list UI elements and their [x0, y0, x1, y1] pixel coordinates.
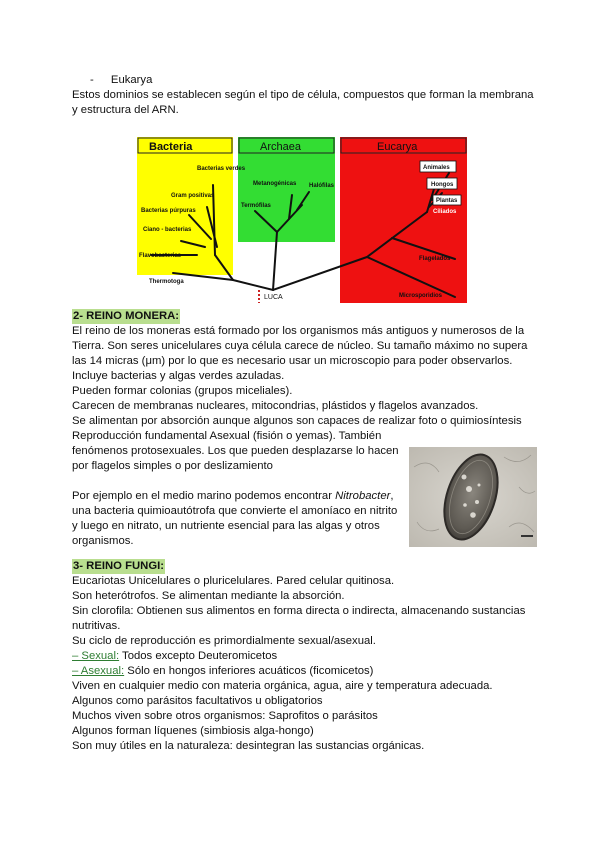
monera-example-line: y luego en nitrato, un nutriente esencial para las algas y otros	[72, 520, 380, 532]
fungi-line: Son heterótrofos. Se alimentan mediante la absorción.	[72, 590, 345, 602]
intro-line-1: Estos dominios se establecen según el tipo de célula, compuestos que forman la membrana	[72, 89, 534, 101]
fungi-line: Algunos forman líquenes (simbiosis alga-hongo)	[72, 725, 314, 737]
monera-line: Incluye bacterias y algas verdes azuladas.	[72, 370, 285, 382]
intro-line-2: y estructura del ARN.	[72, 104, 179, 116]
fungi-line: Su ciclo de reproducción es primordialmente sexual/asexual.	[72, 635, 376, 647]
label-hongos: Hongos	[431, 182, 454, 188]
label-ciliados: Ciliados	[433, 209, 457, 215]
fungi-line: Sin clorofila: Obtienen sus alimentos en forma directa o indirecta, almacenando sustancias	[72, 605, 526, 617]
monera-example-line	[72, 489, 394, 504]
example-post: ,	[390, 490, 394, 502]
monera-line: las 14 micras (μm) por lo que es necesario usar un microscopio para poder observarlos.	[72, 355, 513, 367]
monera-line: Pueden formar colonias (grupos miceliales).	[72, 385, 293, 397]
monera-line: Carecen de membranas nucleares, mitocondrias, plástidos y flagelos avanzados.	[72, 400, 479, 412]
monera-line: Reproducción fundamental Asexual (fisión o yemas). También	[72, 430, 382, 442]
fungi-line: Son muy útiles en la naturaleza: desintegran las sustancias orgánicas.	[72, 740, 425, 752]
label-halofilas: Halófilas	[309, 183, 335, 189]
bullet-text: Eukarya	[110, 74, 153, 86]
monera-example-line: organismos.	[72, 535, 134, 547]
asexual-text: Sólo en hongos inferiores acuáticos (ficomicetos)	[124, 665, 374, 677]
monera-example-line: una bacteria quimioautótrofa que convierte el amoníaco en nitrito	[72, 505, 398, 517]
label-cianobacterias: Ciano - bacterias	[143, 227, 192, 233]
fungi-line: nutritivas.	[72, 620, 121, 632]
label-flagelados: Flagelados	[419, 256, 451, 262]
label-gram-positivas: Gram positivas	[171, 193, 215, 199]
label-termofilas: Termófilas	[241, 203, 271, 209]
fungi-line: Muchos viven sobre otros organismos: Saprofitos o parásitos	[72, 710, 378, 722]
fungi-heading: 3- REINO FUNGI:	[73, 560, 165, 572]
domain-label-bacteria: Bacteria	[149, 141, 193, 153]
example-italic: Nitrobacter	[335, 490, 391, 502]
bullet-item	[90, 73, 152, 88]
label-bacterias-verdes: Bacterias verdes	[197, 166, 246, 172]
monera-line: por flagelos simples o por deslizamiento	[72, 460, 273, 472]
sexual-label: – Sexual:	[72, 650, 120, 662]
monera-line: El reino de los moneras está formado por los organismos más antiguos y numerosos de la	[72, 325, 525, 337]
label-plantas: Plantas	[436, 198, 458, 204]
monera-line: fenómenos protosexuales. Los que pueden desplazarse lo hacen	[72, 445, 399, 457]
fungi-line: Viven en cualquier medio con materia orgánica, agua, aire y temperatura adecuada.	[72, 680, 493, 692]
example-pre: Por ejemplo en el medio marino podemos encontrar	[72, 490, 336, 502]
sexual-text: Todos excepto Deuteromicetos	[119, 650, 278, 662]
fungi-asexual-line	[72, 664, 373, 679]
label-thermotoga: Thermotoga	[149, 279, 184, 285]
phylogenetic-tree-figure	[137, 137, 467, 303]
monera-line: Tierra. Son seres unicelulares cuya célula carece de núcleo. Su tamaño máximo no supera	[72, 340, 528, 352]
label-metanogenicas: Metanogénicas	[253, 181, 297, 187]
label-luca: LUCA	[264, 294, 283, 301]
monera-line: Se alimentan por absorción aunque algunos son capaces de realizar foto o quimiosíntesis	[72, 415, 522, 427]
label-animales: Animales	[423, 165, 450, 171]
fungi-sexual-line	[72, 649, 277, 664]
fungi-line: Algunos como parásitos facultativos u obligatorios	[72, 695, 323, 707]
domain-label-eucarya: Eucarya	[377, 141, 418, 153]
fungi-line: Eucariotas Unicelulares o pluricelulares. Pared celular quitinosa.	[72, 575, 395, 587]
monera-heading: 2- REINO MONERA:	[73, 310, 180, 322]
bacteria-micrograph	[409, 447, 537, 547]
label-flavobacterias: Flavobacterias	[139, 253, 182, 259]
label-microsporidios: Microsporidios	[399, 293, 443, 299]
bullet-dash: -	[90, 74, 94, 86]
asexual-label: – Asexual:	[72, 665, 125, 677]
domain-label-archaea: Archaea	[260, 141, 301, 153]
label-bacterias-purpuras: Bacterias púrpuras	[141, 208, 196, 214]
